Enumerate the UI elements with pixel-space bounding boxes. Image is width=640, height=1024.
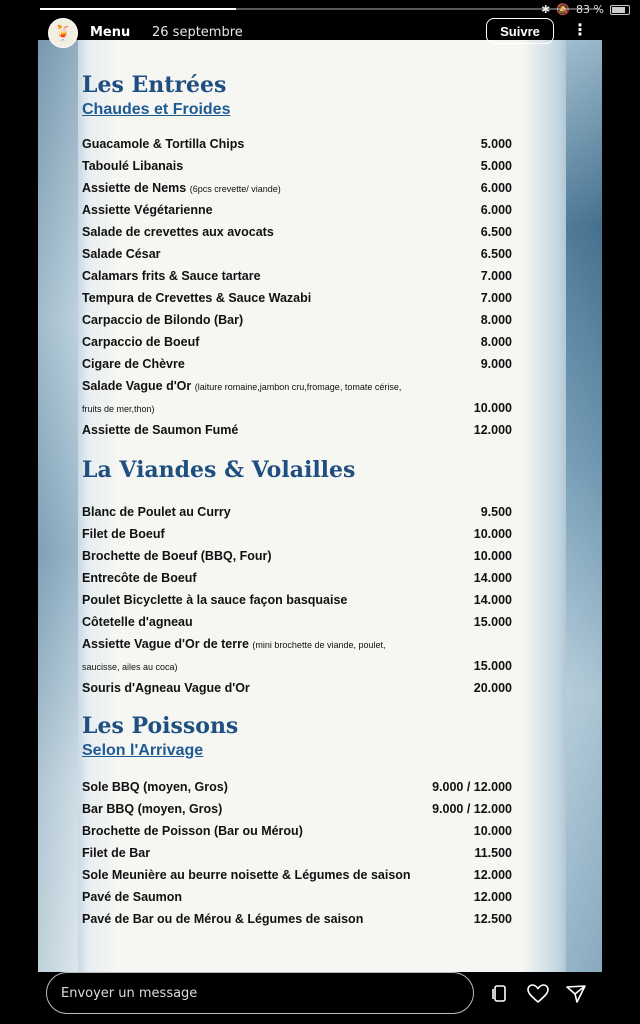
mute-icon: 🔕 [556, 3, 571, 16]
item-note: (mini brochette de viande, poulet, [252, 640, 386, 650]
item-price: 5.000 [480, 137, 512, 151]
item-name: Guacamole & Tortilla Chips [82, 137, 245, 151]
item-price: 6.500 [480, 225, 512, 239]
menu-item [82, 633, 512, 677]
item-price: 12.000 [473, 423, 512, 437]
wave-left-decoration [38, 40, 78, 972]
item-price: 9.000 / 12.000 [432, 802, 512, 816]
bluetooth-icon: ✱ [541, 3, 551, 16]
story-progress-fill [40, 8, 236, 10]
menu-item [82, 776, 512, 798]
item-list [82, 133, 512, 441]
section-subtitle: Selon l'Arrivage [82, 742, 204, 759]
item-note: (laiture romaine,jambon cru,fromage, tomate cérise, [194, 382, 402, 392]
menu-item [82, 133, 512, 155]
item-price: 12.500 [473, 912, 512, 926]
account-name[interactable]: Menu [90, 25, 131, 40]
item-price: 8.000 [480, 313, 512, 327]
wave-right-decoration [566, 40, 602, 972]
post-date: 26 septembre [152, 25, 243, 40]
section-poissons [82, 711, 512, 930]
item-name: Carpaccio de Bilondo (Bar) [82, 313, 244, 327]
menu-item [82, 177, 512, 199]
story-progress-bar [40, 8, 600, 10]
item-list [82, 501, 512, 699]
item-name: Filet de Bar [82, 846, 151, 860]
item-price: 10.000 [473, 824, 512, 838]
menu-item [82, 501, 512, 523]
item-price: 10.000 [473, 401, 512, 415]
menu-item [82, 886, 512, 908]
section-entrees [82, 70, 512, 441]
menu-item [82, 842, 512, 864]
item-name: Bar BBQ (moyen, Gros) [82, 802, 223, 816]
item-price: 15.000 [473, 659, 512, 673]
item-name: Taboulé Libanais [82, 159, 184, 173]
item-price: 6.000 [480, 181, 512, 195]
section-subtitle: Chaudes et Froides [82, 101, 231, 118]
menu-item [82, 419, 512, 441]
item-price: 6.000 [480, 203, 512, 217]
item-price: 12.000 [473, 868, 512, 882]
item-note-line2: saucisse, ailes au coca) [82, 662, 178, 672]
item-name: Sole BBQ (moyen, Gros) [82, 780, 228, 794]
item-price: 14.000 [473, 593, 512, 607]
item-name: Pavé de Saumon [82, 890, 183, 904]
item-name: Sole Meunière au beurre noisette & Légumes de saison [82, 868, 411, 882]
menu-item [82, 375, 512, 419]
menu-item [82, 221, 512, 243]
item-price: 12.000 [473, 890, 512, 904]
item-name: Tempura de Crevettes & Sauce Wazabi [82, 291, 312, 305]
item-price: 6.500 [480, 247, 512, 261]
menu-item [82, 545, 512, 567]
menu-content [82, 70, 512, 930]
item-name: Assiette de Nems [82, 181, 187, 195]
section-viandes [82, 455, 512, 699]
item-note-line2: fruits de mer,thon) [82, 404, 155, 414]
item-name: Assiette Végétarienne [82, 203, 213, 217]
item-price: 9.000 [480, 357, 512, 371]
menu-item [82, 589, 512, 611]
more-options-icon[interactable]: ⋮ [572, 20, 588, 39]
item-name: Calamars frits & Sauce tartare [82, 269, 261, 283]
battery-icon [610, 5, 630, 15]
item-list [82, 776, 512, 930]
item-price: 9.500 [480, 505, 512, 519]
item-name: Salade César [82, 247, 161, 261]
item-name: Salade Vague d'Or [82, 379, 192, 393]
send-icon[interactable] [564, 982, 588, 1006]
menu-item [82, 199, 512, 221]
menu-item [82, 155, 512, 177]
item-name: Entrecôte de Boeuf [82, 571, 197, 585]
follow-button[interactable]: Suivre [486, 18, 554, 44]
item-name: Cigare de Chèvre [82, 357, 185, 371]
item-price: 10.000 [473, 527, 512, 541]
item-note: (6pcs crevette/ viande) [189, 184, 281, 194]
item-price: 8.000 [480, 335, 512, 349]
item-name: Filet de Boeuf [82, 527, 165, 541]
item-name: Pavé de Bar ou de Mérou & Légumes de saison [82, 912, 364, 926]
item-name: Carpaccio de Boeuf [82, 335, 200, 349]
status-bar [0, 0, 640, 20]
item-price: 14.000 [473, 571, 512, 585]
item-price: 7.000 [480, 291, 512, 305]
menu-item [82, 908, 512, 930]
message-input[interactable]: Envoyer un message [46, 972, 474, 1014]
item-price: 15.000 [473, 615, 512, 629]
menu-item [82, 677, 512, 699]
copy-icon[interactable] [488, 982, 512, 1006]
battery-level: 83 % [576, 3, 604, 16]
item-name: Salade de crevettes aux avocats [82, 225, 274, 239]
menu-item [82, 523, 512, 545]
item-name: Poulet Bicyclette à la sauce façon basquaise [82, 593, 348, 607]
story-header [48, 18, 596, 48]
item-price: 9.000 / 12.000 [432, 780, 512, 794]
menu-item [82, 331, 512, 353]
menu-item [82, 798, 512, 820]
menu-item [82, 567, 512, 589]
section-title: La Viandes & Volailles [82, 457, 356, 483]
menu-item [82, 287, 512, 309]
item-name: Brochette de Poisson (Bar ou Mérou) [82, 824, 303, 838]
item-price: 7.000 [480, 269, 512, 283]
item-price: 20.000 [473, 681, 512, 695]
item-name: Côtetelle d'agneau [82, 615, 193, 629]
menu-item [82, 309, 512, 331]
heart-icon[interactable] [526, 982, 550, 1006]
item-name: Brochette de Boeuf (BBQ, Four) [82, 549, 272, 563]
item-price: 5.000 [480, 159, 512, 173]
item-price: 11.500 [474, 846, 512, 860]
avatar[interactable]: 🍹 [48, 18, 78, 48]
item-price: 10.000 [473, 549, 512, 563]
menu-item [82, 353, 512, 375]
section-title: Les Entrées [82, 72, 227, 98]
menu-item [82, 820, 512, 842]
menu-item [82, 265, 512, 287]
menu-item [82, 864, 512, 886]
menu-item [82, 611, 512, 633]
item-name: Blanc de Poulet au Curry [82, 505, 231, 519]
menu-item [82, 243, 512, 265]
section-title: Les Poissons [82, 713, 239, 739]
item-name: Assiette de Saumon Fumé [82, 423, 239, 437]
item-name: Assiette Vague d'Or de terre [82, 637, 249, 651]
item-name: Souris d'Agneau Vague d'Or [82, 681, 250, 695]
